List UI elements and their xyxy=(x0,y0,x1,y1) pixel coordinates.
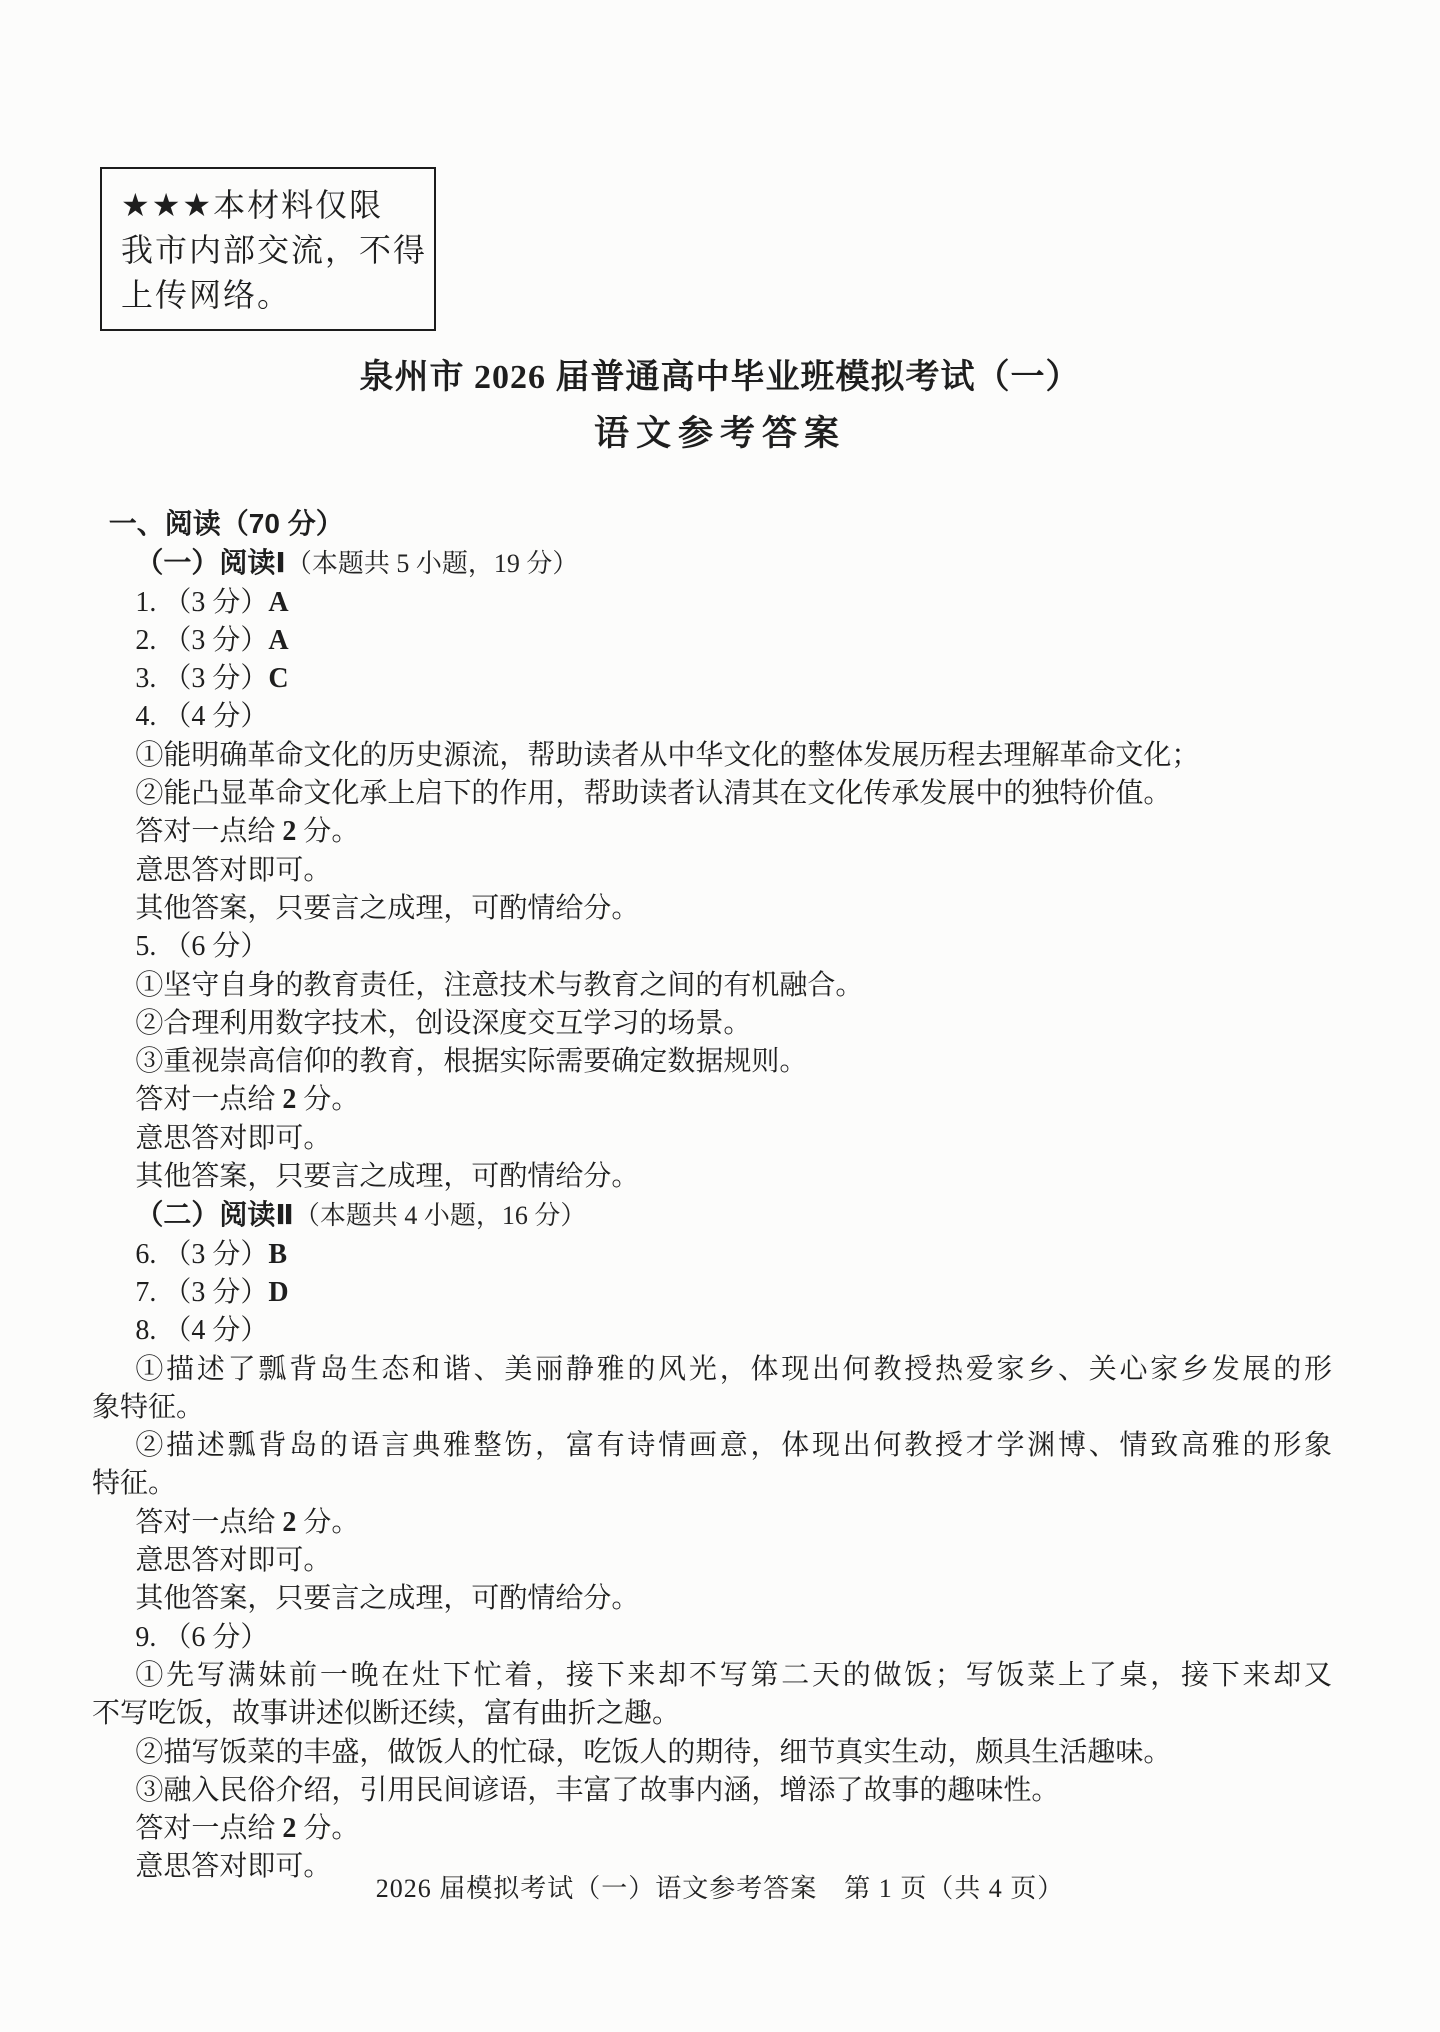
answer-text: B xyxy=(268,1238,288,1270)
answer-line xyxy=(92,1081,1332,1119)
answer-line xyxy=(92,1236,1332,1274)
answer-text: 9. （6 分） xyxy=(135,1621,269,1653)
answer-text: 2 xyxy=(282,1506,297,1538)
answer-text: 6. （3 分） xyxy=(135,1238,269,1270)
answer-text: 答对一点给 xyxy=(135,1813,283,1845)
answer-line xyxy=(92,544,1332,583)
document-subtitle: 语文参考答案 xyxy=(593,414,846,453)
answer-text: 2 xyxy=(282,1084,297,1116)
answer-line xyxy=(92,890,1332,928)
heading-text: （一）阅读Ⅰ xyxy=(135,547,286,579)
answer-text: 答对一点给 xyxy=(135,1084,283,1116)
answer-text: 分。 xyxy=(296,816,360,848)
answer-line xyxy=(92,622,1332,660)
answer-line xyxy=(92,505,1332,544)
answer-text: 2 xyxy=(282,816,297,848)
answer-text: 3. （3 分） xyxy=(135,663,269,695)
document-title: 泉州市 2026 届普通高中毕业班模拟考试（一） xyxy=(359,359,1081,396)
answer-text: ①坚守自身的教育责任，注意技术与教育之间的有机融合。 xyxy=(135,969,864,1001)
answer-text: 答对一点给 xyxy=(135,816,283,848)
answer-text: （本题共 5 小题，19 分） xyxy=(285,549,579,579)
answer-text: 分。 xyxy=(296,1506,360,1538)
answer-text: 4. （4 分） xyxy=(135,701,269,733)
answer-text: 其他答案，只要言之成理，可酌情给分。 xyxy=(135,1161,640,1193)
answer-text: 不写吃饭，故事讲述似断还续，富有曲折之趣。 xyxy=(92,1698,681,1730)
answer-text: ①先写满妹前一晚在灶下忙着，接下来却不写第二天的做饭；写饭菜上了桌，接下来却又 xyxy=(135,1659,1332,1691)
answer-line xyxy=(92,1734,1332,1772)
answer-text: 分。 xyxy=(296,1084,360,1116)
answer-text: 答对一点给 xyxy=(135,1506,283,1538)
heading-text: 一、阅读（70 分） xyxy=(108,508,344,539)
answer-text: 意思答对即可。 xyxy=(135,1545,332,1577)
answer-line xyxy=(92,660,1332,698)
answer-line xyxy=(92,1465,1332,1503)
answer-line xyxy=(92,1274,1332,1312)
answer-text: A xyxy=(268,586,289,618)
answer-text: ②描述瓢背岛的语言典雅整饬，富有诗情画意，体现出何教授才学渊博、情致高雅的形象 xyxy=(135,1430,1332,1462)
answer-text: ①描述了瓢背岛生态和谐、美丽静雅的风光，体现出何教授热爱家乡、关心家乡发展的形 xyxy=(135,1353,1332,1385)
answer-line xyxy=(92,967,1332,1005)
notice-line: ★★★本材料仅限 xyxy=(121,187,384,223)
answer-text: ③融入民俗介绍，引用民间谚语，丰富了故事内涵，增添了故事的趣味性。 xyxy=(135,1774,1060,1806)
answer-line xyxy=(92,1196,1332,1235)
heading-text: （二）阅读Ⅱ xyxy=(135,1199,294,1231)
answer-text: ②合理利用数字技术，创设深度交互学习的场景。 xyxy=(135,1007,752,1039)
answer-line xyxy=(92,1043,1332,1081)
answer-text: 特征。 xyxy=(92,1468,177,1500)
answer-text: 7. （3 分） xyxy=(135,1276,269,1308)
answer-line xyxy=(92,584,1332,622)
answer-line xyxy=(92,1772,1332,1810)
answer-text: 2. （3 分） xyxy=(135,624,269,656)
answer-line xyxy=(92,1695,1332,1733)
answer-body xyxy=(92,505,1332,1887)
answer-text: ②描写饭菜的丰盛，做饭人的忙碌，吃饭人的期待，细节真实生动，颇具生活趣味。 xyxy=(135,1736,1172,1768)
answer-text: D xyxy=(268,1276,289,1308)
answer-text: 8. （4 分） xyxy=(135,1315,269,1347)
confidential-notice-box xyxy=(100,167,436,331)
answer-text: 1. （3 分） xyxy=(135,586,269,618)
answer-line xyxy=(92,1504,1332,1542)
answer-text: 其他答案，只要言之成理，可酌情给分。 xyxy=(135,1583,640,1615)
answer-text: 意思答对即可。 xyxy=(135,1851,332,1883)
answer-text: （本题共 4 小题，16 分） xyxy=(293,1201,587,1231)
answer-line xyxy=(92,1389,1332,1427)
answer-text: 分。 xyxy=(296,1813,360,1845)
document-header xyxy=(0,358,1440,454)
answer-line xyxy=(92,775,1332,813)
notice-line: 上传网络。 xyxy=(121,277,292,313)
answer-line xyxy=(92,1810,1332,1848)
answer-text: 意思答对即可。 xyxy=(135,1122,332,1154)
answer-line xyxy=(92,1158,1332,1196)
answer-text: ③重视崇高信仰的教育，根据实际需要确定数据规则。 xyxy=(135,1046,808,1078)
answer-text: C xyxy=(268,663,289,695)
answer-line xyxy=(92,928,1332,966)
answer-line xyxy=(92,1312,1332,1350)
answer-text: 2 xyxy=(282,1813,297,1845)
answer-text: 其他答案，只要言之成理，可酌情给分。 xyxy=(135,892,640,924)
answer-text: ②能凸显革命文化承上启下的作用，帮助读者认清其在文化传承发展中的独特价值。 xyxy=(135,778,1172,810)
answer-line xyxy=(92,1005,1332,1043)
answer-line xyxy=(92,698,1332,736)
page-footer: 2026 届模拟考试（一）语文参考答案 第 1 页（共 4 页） xyxy=(375,1874,1065,1903)
answer-line xyxy=(92,1580,1332,1618)
answer-line xyxy=(92,1657,1332,1695)
answer-line xyxy=(92,737,1332,775)
answer-line xyxy=(92,1427,1332,1465)
answer-text: 意思答对即可。 xyxy=(135,854,332,886)
answer-text: 5. （6 分） xyxy=(135,931,269,963)
answer-line xyxy=(92,1351,1332,1389)
answer-text: 象特征。 xyxy=(92,1391,205,1423)
answer-line xyxy=(92,1120,1332,1158)
answer-line xyxy=(92,813,1332,851)
answer-text: A xyxy=(268,624,289,656)
answer-line xyxy=(92,1542,1332,1580)
answer-text: ①能明确革命文化的历史源流，帮助读者从中华文化的整体发展历程去理解革命文化； xyxy=(135,739,1200,771)
answer-line xyxy=(92,1619,1332,1657)
answer-line xyxy=(92,852,1332,890)
notice-line: 我市内部交流，不得 xyxy=(121,232,428,268)
